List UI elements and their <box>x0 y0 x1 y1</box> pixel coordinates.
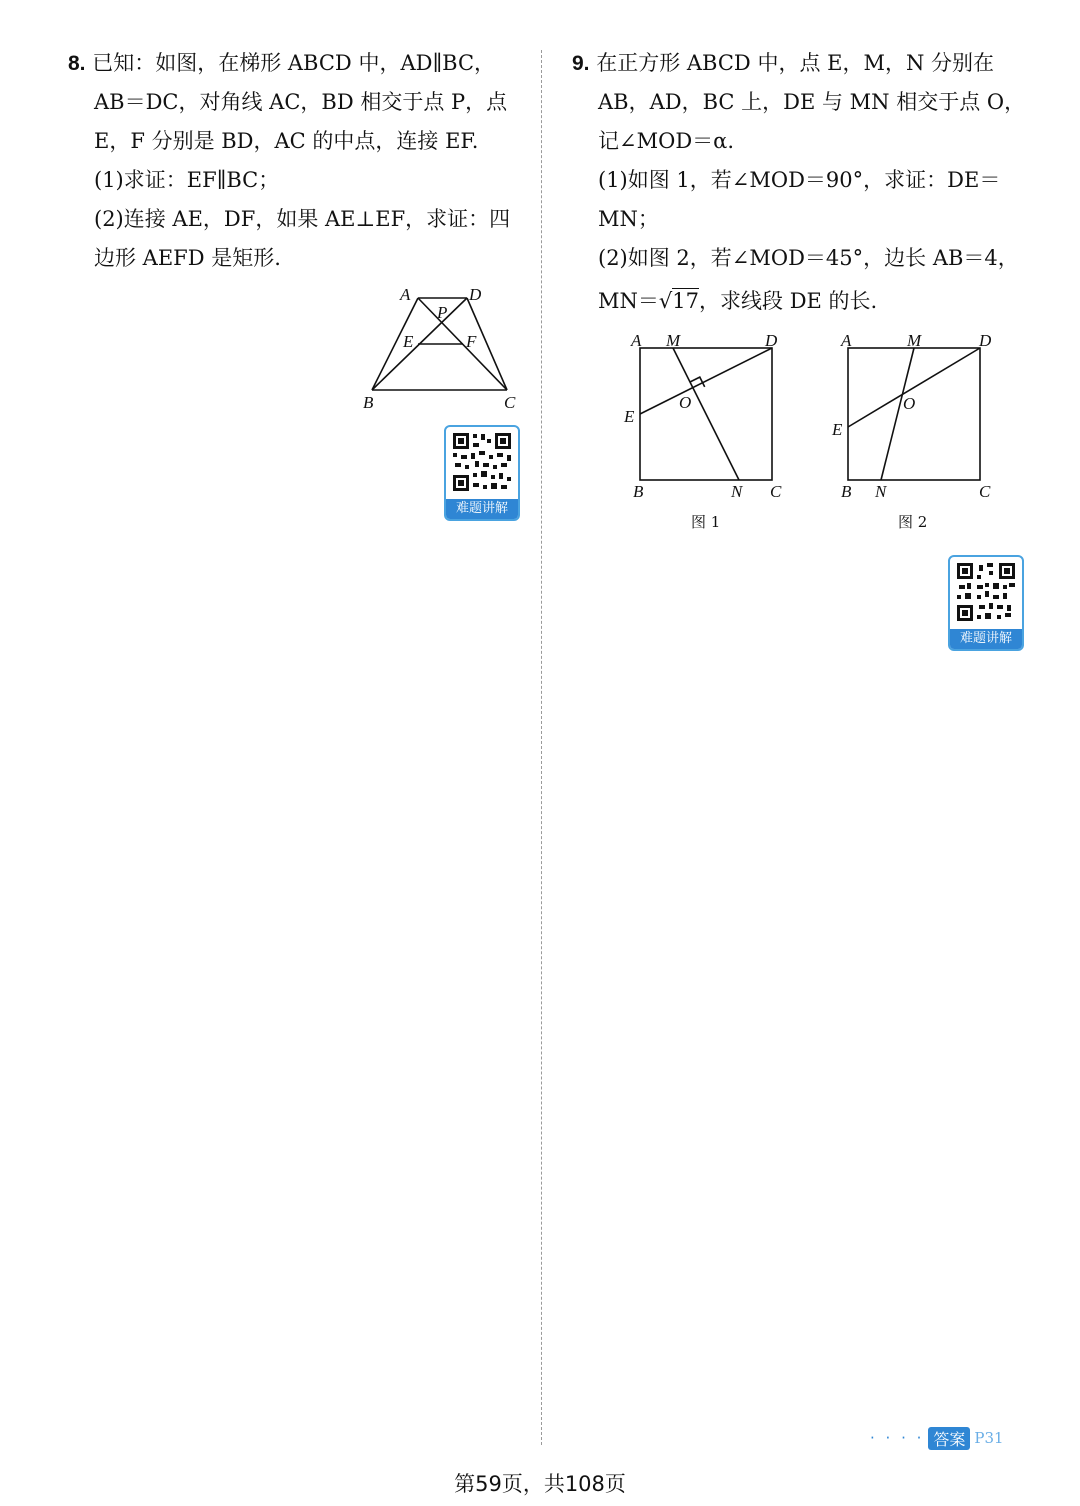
trapezoid-figure <box>355 280 530 415</box>
problem-8-line-6: 边形 AEFD 是矩形. <box>94 246 281 270</box>
square-ABCD <box>848 348 980 480</box>
problem-9-line-1: 9. 在正方形 ABCD 中，点 E，M，N 分别在 <box>572 51 995 75</box>
qr-code-problem-9[interactable] <box>948 555 1024 651</box>
segment-MN <box>673 348 739 480</box>
tag-dots: · · · · <box>870 1429 925 1447</box>
figure-1-caption: 图 1 <box>691 513 721 531</box>
square-figure-1 <box>615 328 800 503</box>
problem-9-line-5: MN； <box>598 207 659 231</box>
figure-2-caption: 图 2 <box>898 513 928 531</box>
fig1-label-M: M <box>666 331 681 350</box>
problem-8-line-3: E，F 分别是 BD，AC 的中点，连接 EF. <box>94 129 479 153</box>
qr-label: 难题讲解 <box>950 629 1022 649</box>
qr-code-problem-8[interactable] <box>444 425 520 521</box>
problem-8-line-2: AB＝DC，对角线 AC，BD 相交于点 P，点 <box>94 90 508 114</box>
column-divider <box>541 50 542 1445</box>
problem-8-number: 8. <box>68 52 86 75</box>
label-B: B <box>363 393 374 412</box>
label-P: P <box>437 303 448 322</box>
segment-DE <box>640 348 772 414</box>
problem-9-line-2: AB，AD，BC 上，DE 与 MN 相交于点 O， <box>598 90 1026 114</box>
sqrt-symbol: √ <box>658 289 673 313</box>
problem-9-number: 9. <box>572 52 590 75</box>
problem-9-line-7: MN＝√17，求线段 DE 的长. <box>598 289 878 313</box>
label-F: F <box>466 332 477 351</box>
square-figure-2 <box>825 328 1010 503</box>
answer-badge: 答案 <box>928 1427 970 1450</box>
fig2-label-C: C <box>979 482 991 501</box>
problem-9-part-1: (1)如图 1，若∠MOD＝90°，求证：DE＝ <box>598 168 1001 192</box>
problem-9-line-3: 记∠MOD＝α. <box>598 129 735 153</box>
label-D: D <box>469 285 482 304</box>
fig2-label-D: D <box>979 331 992 350</box>
sqrt-radicand: 17 <box>672 289 700 313</box>
problem-8-part-1: (1)求证：EF∥BC； <box>94 168 280 192</box>
problem-9-part-2: (2)如图 2，若∠MOD＝45°，边长 AB＝4， <box>598 246 1019 270</box>
fig2-label-M: M <box>907 331 922 350</box>
fig2-label-A: A <box>841 331 852 350</box>
fig1-label-E: E <box>624 407 635 426</box>
fig2-label-O: O <box>903 394 916 413</box>
segment-MN <box>881 348 914 480</box>
page-footer: 第59页，共108页 <box>454 1472 626 1496</box>
fig1-label-C: C <box>770 482 782 501</box>
answer-page-number: P31 <box>974 1429 1004 1447</box>
fig1-label-A: A <box>631 331 642 350</box>
qr-code-icon <box>955 561 1017 623</box>
problem-9 <box>572 44 1042 321</box>
fig1-label-O: O <box>679 393 692 412</box>
problem-8 <box>68 44 528 278</box>
fig1-label-B: B <box>633 482 644 501</box>
qr-code-icon <box>451 431 513 493</box>
problem-8-line-1: 8. 已知：如图，在梯形 ABCD 中，AD∥BC， <box>68 51 496 75</box>
fig1-label-D: D <box>765 331 778 350</box>
answer-page-tag <box>870 1425 1004 1451</box>
fig2-label-E: E <box>832 420 843 439</box>
label-C: C <box>504 393 516 412</box>
qr-label: 难题讲解 <box>446 499 518 519</box>
label-A: A <box>400 285 411 304</box>
label-E: E <box>403 332 414 351</box>
fig2-label-B: B <box>841 482 852 501</box>
problem-8-part-2: (2)连接 AE，DF，如果 AE⊥EF，求证：四 <box>94 207 511 231</box>
segment-DE <box>848 348 980 427</box>
fig2-label-N: N <box>875 482 887 501</box>
fig1-label-N: N <box>731 482 743 501</box>
